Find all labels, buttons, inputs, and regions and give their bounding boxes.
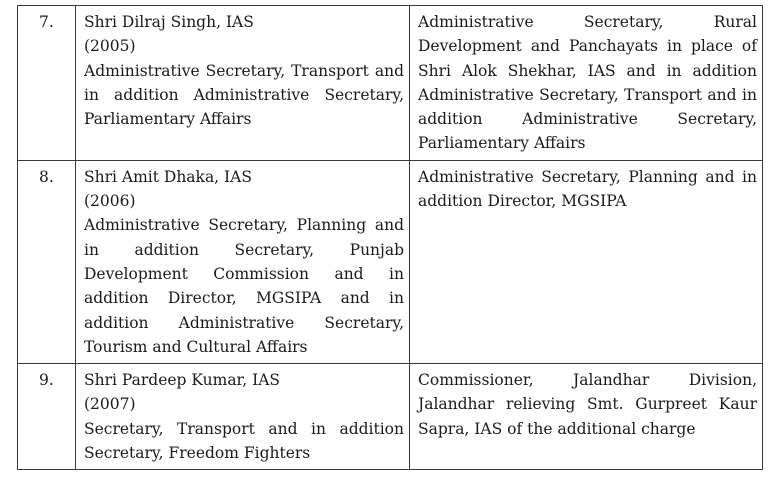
batch-year: (2006) <box>84 192 136 211</box>
officer-line: Administrative Secretary, Planning and <box>84 216 404 235</box>
serial-number-cell <box>18 364 76 470</box>
batch-year: (2005) <box>84 37 136 56</box>
officer-name: Shri Dilraj Singh, IAS <box>84 13 254 31</box>
officer-name: Shri Pardeep Kumar, IAS <box>84 371 281 390</box>
officer-cell <box>76 364 410 470</box>
serial-number-cell <box>18 160 76 363</box>
officer-line: in addition Administrative Secretary, <box>84 85 404 104</box>
posting-line: Commissioner, Jalandhar Division, <box>418 371 757 390</box>
posting-line: Administrative Secretary, Rural <box>418 13 757 31</box>
officer-line: in addition Secretary, Punjab <box>84 240 404 259</box>
posting-line: Administrative Secretary, Planning and in <box>418 167 757 186</box>
table-row <box>18 160 763 363</box>
posting-cell <box>410 160 763 363</box>
posting-cell <box>410 6 763 161</box>
batch-year: (2007) <box>84 395 136 414</box>
serial-number: 9. <box>39 371 54 390</box>
posting-line: addition Director, MGSIPA <box>418 192 627 211</box>
officer-line: Development Commission and in <box>84 264 404 283</box>
officer-line: Secretary, Freedom Fighters <box>84 444 311 463</box>
officer-line: addition Director, MGSIPA and in <box>84 289 404 308</box>
posting-line: Shri Alok Shekhar, IAS and in addition <box>418 61 757 80</box>
posting-line: Administrative Secretary, Transport and in <box>418 85 757 104</box>
officer-cell <box>76 160 410 363</box>
officer-line: Parliamentary Affairs <box>84 110 252 129</box>
officer-cell <box>76 6 410 161</box>
table-row <box>18 6 763 161</box>
posting-line: Jalandhar relieving Smt. Gurpreet Kaur <box>418 395 757 414</box>
posting-cell <box>410 364 763 470</box>
officer-name: Shri Amit Dhaka, IAS <box>84 167 252 186</box>
officer-line: Tourism and Cultural Affairs <box>84 337 308 356</box>
posting-line: Development and Panchayats in place of <box>418 37 757 56</box>
officer-line: Administrative Secretary, Transport and <box>84 61 404 80</box>
serial-number: 8. <box>39 167 54 186</box>
table-body <box>18 6 763 470</box>
posting-line: Sapra, IAS of the additional charge <box>418 419 696 438</box>
transfer-orders-table <box>17 5 763 470</box>
posting-line: Parliamentary Affairs <box>418 134 586 153</box>
serial-number-cell <box>18 6 76 161</box>
table-row <box>18 364 763 470</box>
officer-line: Secretary, Transport and in addition <box>84 419 404 438</box>
officer-line: addition Administrative Secretary, <box>84 313 404 332</box>
serial-number: 7. <box>39 13 54 31</box>
posting-line: addition Administrative Secretary, <box>418 110 757 129</box>
